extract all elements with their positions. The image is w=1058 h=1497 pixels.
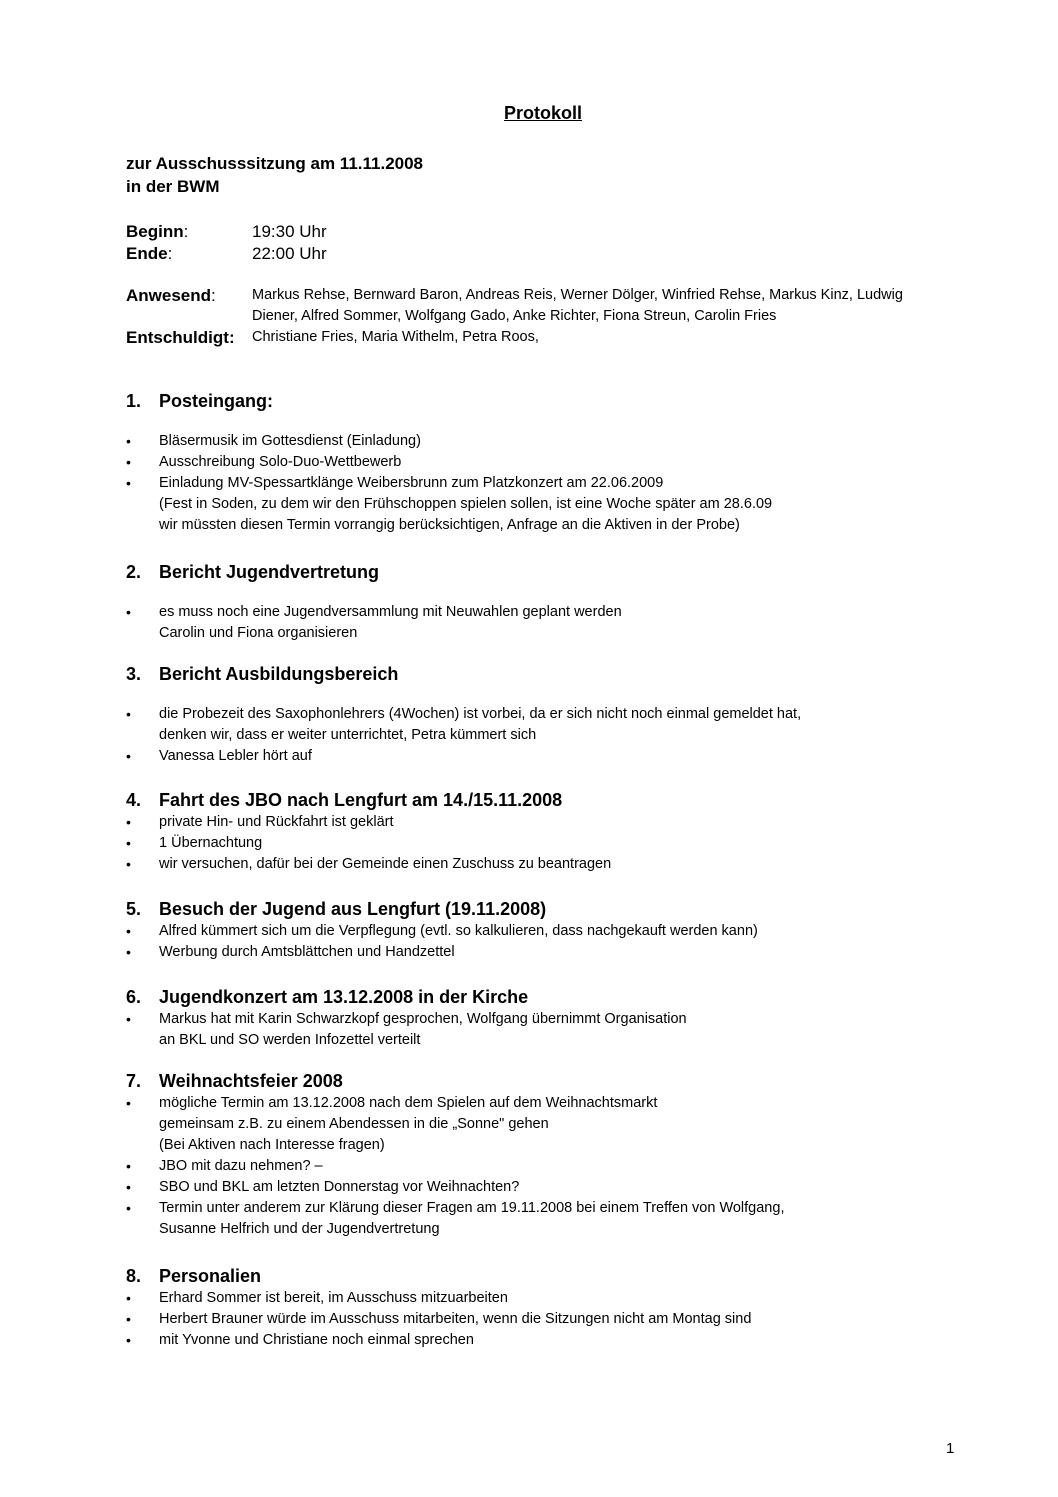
section-heading xyxy=(126,1069,956,1093)
list-item xyxy=(126,1330,956,1351)
section-items xyxy=(126,1009,956,1051)
list-item xyxy=(126,812,956,833)
list-item xyxy=(126,431,956,452)
present-row xyxy=(126,285,956,327)
bullet-icon: • xyxy=(126,1290,131,1306)
section-heading xyxy=(126,1264,956,1288)
list-item-text: Einladung MV-Spessartklänge Weibersbrunn zum Platzkonzert am 22.06.2009 (Fest in Soden, zu dem wir den Frühschoppen spielen sollen, ist eine Woche später am 28.6.09 wir müssten diesen Termin vorrangig berücksichtigen, Anfrage an die Aktiven in der Probe) xyxy=(159,475,773,533)
section-title: Bericht Ausbildungsbereich xyxy=(159,664,399,684)
attendance-block xyxy=(126,285,956,348)
list-item xyxy=(126,746,956,767)
end-row xyxy=(126,243,327,265)
section-4 xyxy=(126,788,956,875)
list-item-text: private Hin- und Rückfahrt ist geklärt xyxy=(159,814,394,830)
list-item xyxy=(126,602,956,644)
excused-row xyxy=(126,327,956,348)
section-7 xyxy=(126,1069,956,1240)
section-3 xyxy=(126,662,956,767)
list-item-text: mit Yvonne und Christiane noch einmal sprechen xyxy=(159,1332,474,1348)
list-item-text: Herbert Brauner würde im Ausschuss mitarbeiten, wenn die Sitzungen nicht am Montag sind xyxy=(159,1311,752,1327)
list-item-text: die Probezeit des Saxophonlehrers (4Wochen) ist vorbei, da er sich nicht noch einmal gemeldet hat, denken wir, dass er weiter unterrichtet, Petra kümmert sich xyxy=(159,706,802,743)
section-number: 5. xyxy=(126,899,142,919)
bullet-icon: • xyxy=(126,433,131,449)
present-value: Markus Rehse, Bernward Baron, Andreas Reis, Werner Dölger, Winfried Rehse, Markus Kinz, Ludwig Diener, Alfred Sommer, Wolfgang Gado, Anke Richter, Fiona Streun, Carolin Fries xyxy=(252,287,903,324)
begin-colon: : xyxy=(183,222,189,241)
end-colon: : xyxy=(167,244,173,263)
list-item-text: Markus hat mit Karin Schwarzkopf gesprochen, Wolfgang übernimmt Organisation an BKL und SO werden Infozettel verteilt xyxy=(159,1011,687,1048)
section-heading xyxy=(126,389,956,413)
list-item-text: JBO mit dazu nehmen? – xyxy=(159,1158,323,1174)
subtitle-line-meeting: zur Ausschusssitzung am 11.11.2008 xyxy=(126,154,424,173)
list-item xyxy=(126,704,956,746)
list-item xyxy=(126,473,956,536)
section-number: 4. xyxy=(126,790,142,810)
list-item xyxy=(126,1198,956,1240)
end-label: Ende xyxy=(126,244,168,263)
bullet-icon: • xyxy=(126,1158,131,1174)
bullet-icon: • xyxy=(126,1311,131,1327)
bullet-icon: • xyxy=(126,923,131,939)
list-item-text: Alfred kümmert sich um die Verpflegung (evtl. so kalkulieren, dass nachgekauft werden kann) xyxy=(159,923,758,939)
section-5 xyxy=(126,897,956,963)
present-label: Anwesend xyxy=(126,286,212,305)
end-label-wrap xyxy=(126,243,252,265)
bullet-icon: • xyxy=(126,1200,131,1216)
bullet-icon: • xyxy=(126,835,131,851)
excused-value: Christiane Fries, Maria Withelm, Petra Roos, xyxy=(252,329,539,345)
section-title: Posteingang: xyxy=(159,391,274,411)
bullet-icon: • xyxy=(126,814,131,830)
bullet-icon: • xyxy=(126,475,131,491)
subtitle-line-location: in der BWM xyxy=(126,177,220,196)
section-items xyxy=(126,1288,956,1351)
list-item-text: Vanessa Lebler hört auf xyxy=(159,748,312,764)
section-items xyxy=(126,812,956,875)
list-item-text: Erhard Sommer ist bereit, im Ausschuss mitzuarbeiten xyxy=(159,1290,508,1306)
list-item-text: wir versuchen, dafür bei der Gemeinde einen Zuschuss zu beantragen xyxy=(159,856,612,872)
section-2 xyxy=(126,560,956,644)
list-item-text: Termin unter anderem zur Klärung dieser Fragen am 19.11.2008 bei einem Treffen von Wolfgang, Susanne Helfrich und der Jugendvertretung xyxy=(159,1200,785,1237)
section-items xyxy=(126,602,956,644)
begin-label-wrap xyxy=(126,221,252,243)
list-item xyxy=(126,854,956,875)
list-item xyxy=(126,1093,956,1156)
list-item-text: SBO und BKL am letzten Donnerstag vor Weihnachten? xyxy=(159,1179,520,1195)
meeting-times xyxy=(126,221,327,265)
section-number: 3. xyxy=(126,664,142,684)
section-6 xyxy=(126,985,956,1051)
section-title: Jugendkonzert am 13.12.2008 in der Kirche xyxy=(159,987,529,1007)
bullet-icon: • xyxy=(126,856,131,872)
section-number: 8. xyxy=(126,1266,142,1286)
list-item xyxy=(126,942,956,963)
section-heading xyxy=(126,985,956,1009)
section-items xyxy=(126,921,956,963)
list-item-text: mögliche Termin am 13.12.2008 nach dem Spielen auf dem Weihnachtsmarkt gemeinsam z.B. zu einem Abendessen in die „Sonne" gehen (Bei Aktiven nach Interesse fragen) xyxy=(159,1095,658,1153)
list-item xyxy=(126,921,956,942)
bullet-icon: • xyxy=(126,748,131,764)
section-heading xyxy=(126,897,956,921)
bullet-icon: • xyxy=(126,1332,131,1348)
section-number: 1. xyxy=(126,391,142,411)
section-number: 2. xyxy=(126,562,142,582)
section-heading xyxy=(126,662,956,686)
list-item xyxy=(126,1009,956,1051)
section-number: 6. xyxy=(126,987,142,1007)
excused-label: Entschuldigt: xyxy=(126,328,235,347)
section-title: Bericht Jugendvertretung xyxy=(159,562,380,582)
section-heading xyxy=(126,788,956,812)
begin-row xyxy=(126,221,327,243)
list-item-text: Bläsermusik im Gottesdienst (Einladung) xyxy=(159,433,421,449)
present-label-wrap xyxy=(126,285,252,306)
section-title: Personalien xyxy=(159,1266,262,1286)
begin-value: 19:30 Uhr xyxy=(252,222,327,241)
bullet-icon: • xyxy=(126,1011,131,1027)
section-title: Besuch der Jugend aus Lengfurt (19.11.2008) xyxy=(159,899,547,919)
bullet-icon: • xyxy=(126,604,131,620)
page-number: 1 xyxy=(946,1440,955,1457)
bullet-icon: • xyxy=(126,1095,131,1111)
section-title: Weihnachtsfeier 2008 xyxy=(159,1071,343,1091)
list-item-text: es muss noch eine Jugendversammlung mit Neuwahlen geplant werden Carolin und Fiona organisieren xyxy=(159,604,622,641)
section-items xyxy=(126,431,956,536)
bullet-icon: • xyxy=(126,944,131,960)
present-colon: : xyxy=(211,286,216,305)
list-item xyxy=(126,1177,956,1198)
bullet-icon: • xyxy=(126,706,131,722)
section-8 xyxy=(126,1264,956,1351)
list-item-text: Werbung durch Amtsblättchen und Handzettel xyxy=(159,944,455,960)
bullet-icon: • xyxy=(126,1179,131,1195)
list-item xyxy=(126,1309,956,1330)
document-title: Protokoll xyxy=(503,103,582,123)
section-number: 7. xyxy=(126,1071,142,1091)
list-item xyxy=(126,452,956,473)
section-title: Fahrt des JBO nach Lengfurt am 14./15.11.2008 xyxy=(159,790,563,810)
list-item xyxy=(126,1288,956,1309)
list-item-text: Ausschreibung Solo-Duo-Wettbewerb xyxy=(159,454,402,470)
document-subtitle xyxy=(126,152,423,198)
list-item-text: 1 Übernachtung xyxy=(159,835,263,851)
section-items xyxy=(126,1093,956,1240)
begin-label: Beginn xyxy=(126,222,184,241)
end-value: 22:00 Uhr xyxy=(252,244,327,263)
bullet-icon: • xyxy=(126,454,131,470)
section-heading xyxy=(126,560,956,584)
list-item xyxy=(126,833,956,854)
list-item xyxy=(126,1156,956,1177)
section-items xyxy=(126,704,956,767)
section-1 xyxy=(126,389,956,536)
